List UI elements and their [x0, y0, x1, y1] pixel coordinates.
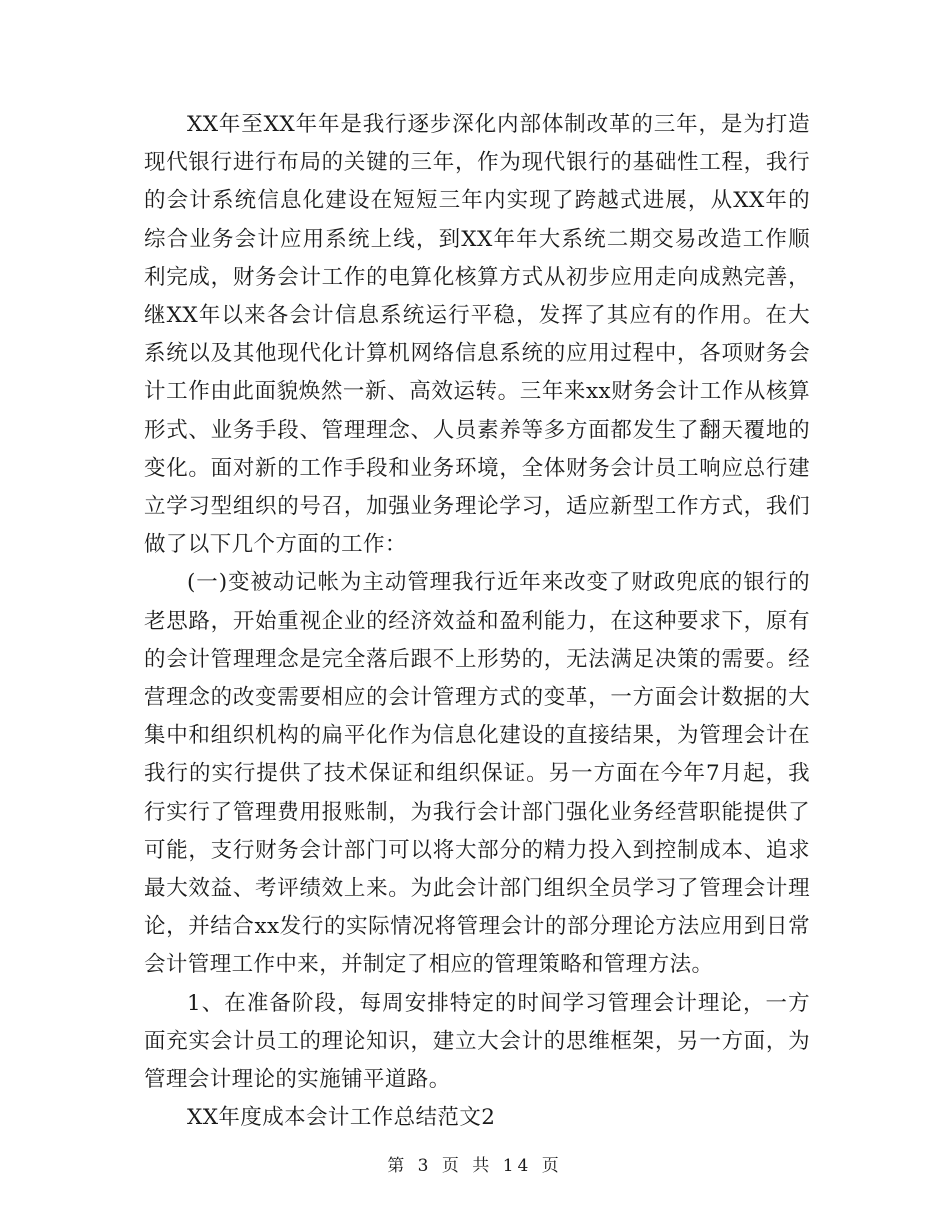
document-body [144, 106, 810, 1137]
section-heading: XX年度成本会计工作总结范文2 [187, 1105, 496, 1131]
paragraph-section-one: (一)变被动记帐为主动管理我行近年来改变了财政兜底的银行的老思路，开始重视企业的经济效益和盈利能力，在这种要求下，原有的会计管理理念是完全落后跟不上形势的，无法满足决策的需要。经营理念的改变需要相应的会计管理方式的变革，一方面会计数据的大集中和组织机构的扁平化作为信息化建设的直接结果，为管理会计在我行的实行提供了技术保证和组织保证。另一方面在今年7月起，我行实行了管理费用报账制，为我行会计部门强化业务经营职能提供了可能，支行财务会计部门可以将大部分的精力投入到控制成本、追求最大效益、考评绩效上来。为此会计部门组织全员学习了管理会计理论，并结合xx发行的实际情况将管理会计的部分理论方法应用到日常会计管理工作中来，并制定了相应的管理策略和管理方法。 [144, 570, 810, 978]
paragraph-item-one: 1、在准备阶段，每周安排特定的时间学习管理会计理论，一方面充实会计员工的理论知识，建立大会计的思维框架，另一方面，为管理会计理论的实施铺平道路。 [144, 990, 810, 1093]
page-footer: 第 3 页 共 14 页 [387, 1156, 563, 1176]
paragraph-intro: XX年至XX年年是我行逐步深化内部体制改革的三年，是为打造现代银行进行布局的关键的三年，作为现代银行的基础性工程，我行的会计系统信息化建设在短短三年内实现了跨越式进展，从XX年的综合业务会计应用系统上线，到XX年年大系统二期交易改造工作顺利完成，财务会计工作的电算化核算方式从初步应用走向成熟完善，继XX年以来各会计信息系统运行平稳，发挥了其应有的作用。在大系统以及其他现代化计算机网络信息系统的应用过程中，各项财务会计工作由此面貌焕然一新、高效运转。三年来xx财务会计工作从核算形式、业务手段、管理理念、人员素养等多方面都发生了翻天覆地的变化。面对新的工作手段和业务环境，全体财务会计员工响应总行建立学习型组织的号召，加强业务理论学习，适应新型工作方式，我们做了以下几个方面的工作： [144, 112, 810, 558]
